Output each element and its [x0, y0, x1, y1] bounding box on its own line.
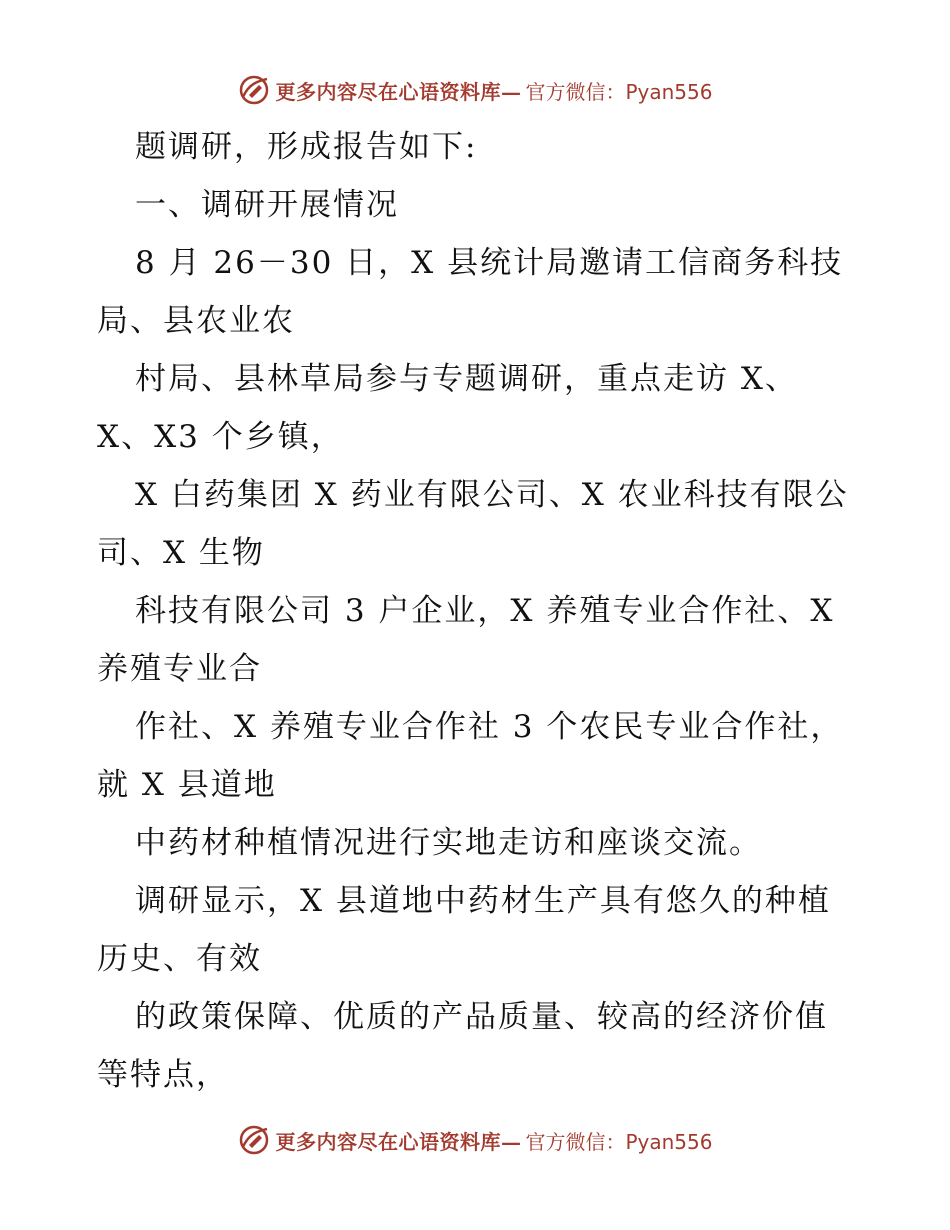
- body-line: 村局、县林草局参与专题调研，重点走访 X、: [135, 361, 798, 397]
- body-line: 题调研，形成报告如下:: [135, 129, 478, 165]
- body-line: 等特点，: [97, 1057, 229, 1093]
- body-line: X 白药集团 X 药业有限公司、X 农业科技有限公: [135, 477, 849, 513]
- banner-site-text: 更多内容尽在心语资料库—: [275, 1129, 522, 1154]
- document-body: [97, 118, 877, 1104]
- banner-wechat-text: 官方微信：Pyan556: [525, 79, 713, 104]
- body-line: 科技有限公司 3 户企业，X 养殖专业合作社、X: [135, 593, 835, 629]
- banner-site-text: 更多内容尽在心语资料库—: [275, 79, 522, 104]
- footer-banner: [0, 1120, 950, 1160]
- body-line: 局、县农业农: [97, 303, 295, 339]
- body-line: 作社、X 养殖专业合作社 3 个农民专业合作社，: [135, 709, 844, 745]
- body-line: 养殖专业合: [97, 651, 262, 687]
- body-line: 8 月 26－30 日，X 县统计局邀请工信商务科技: [135, 245, 844, 281]
- body-line: 司、X 生物: [97, 535, 265, 571]
- body-line: 的政策保障、优质的产品质量、较高的经济价值: [135, 999, 828, 1035]
- body-line: X、X3 个乡镇，: [97, 419, 344, 455]
- body-line: 中药材种植情况进行实地走访和座谈交流。: [135, 825, 762, 861]
- body-line: 调研显示，X 县道地中药材生产具有悠久的种植: [135, 883, 831, 919]
- body-line: 就 X 县道地: [97, 767, 277, 803]
- section-heading: 一、调研开展情况: [135, 187, 399, 223]
- banner-wechat-text: 官方微信：Pyan556: [525, 1129, 713, 1154]
- body-line: 历史、有效: [97, 941, 262, 977]
- pen-swirl-logo-icon: [237, 73, 271, 107]
- header-banner: [0, 70, 950, 110]
- pen-swirl-logo-icon: [237, 1123, 271, 1157]
